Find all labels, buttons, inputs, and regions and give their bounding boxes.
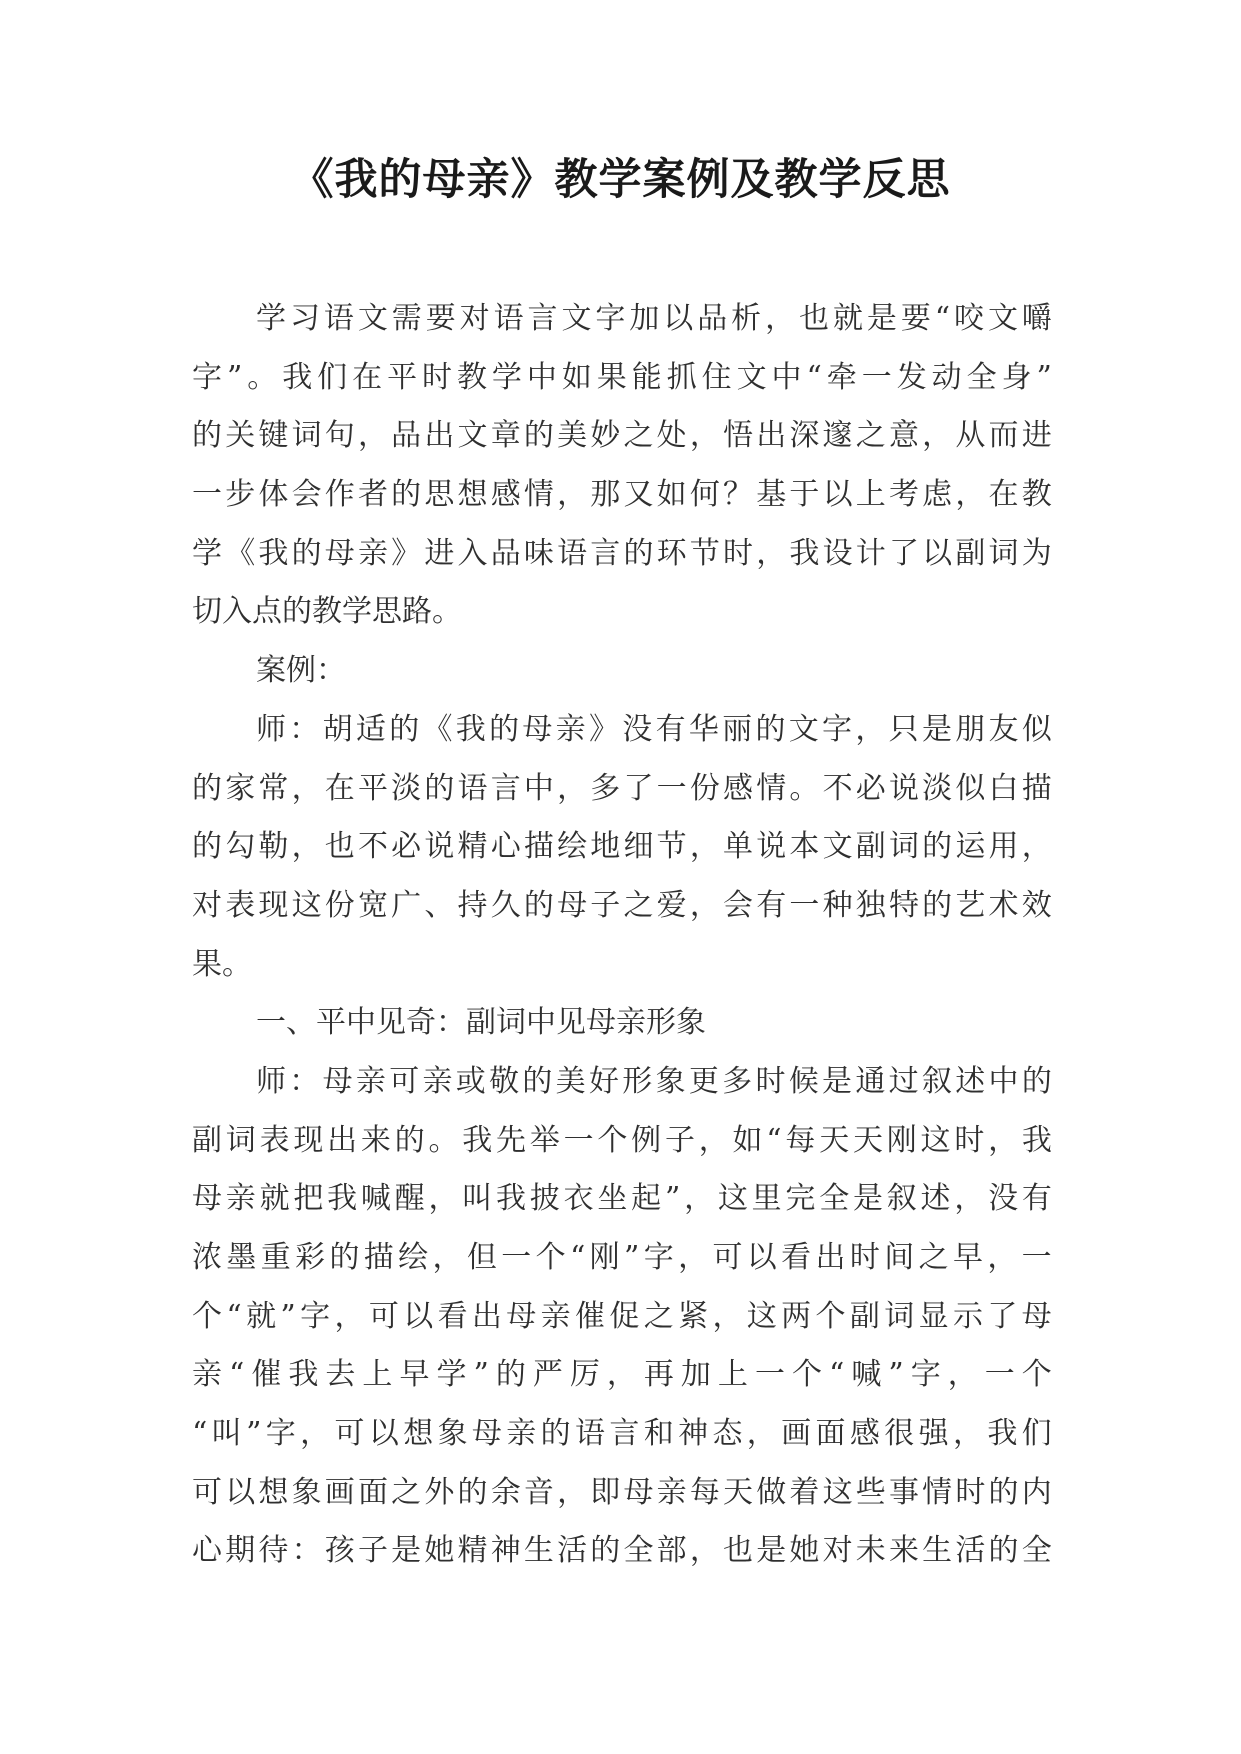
text-line: 母 亲 就 把 我 喊 醒 ， 叫 我 披 衣 坐 起 ” ， 这 里 完 全 是 叙 述 ， 没 有 xyxy=(192,1181,1052,1217)
text-line: 案例： xyxy=(256,653,346,689)
text-line: 一 步 体 会 作 者 的 思 想 感 情 ， 那 又 如 何 ？ 基 于 以 上 考 虑 ， 在 教 xyxy=(192,477,1052,513)
document-body xyxy=(192,290,1052,1581)
text-line: 学 习 语 文 需 要 对 语 言 文 字 加 以 品 析 ， 也 就 是 要 “ 咬 文 嚼 xyxy=(256,301,1052,336)
document-title: 《我的母亲》教学案例及教学反思 xyxy=(290,155,951,205)
text-line: 切入点的教学思路。 xyxy=(192,594,462,630)
text-line: 师 ： 母 亲 可 亲 或 敬 的 美 好 形 象 更 多 时 候 是 通 过 叙 述 中 的 xyxy=(256,1063,1052,1099)
text-line: 师 ： 胡 适 的 《 我 的 母 亲 》 没 有 华 丽 的 文 字 ， 只 是 朋 友 似 xyxy=(256,711,1052,747)
text-line: 一、平中见奇：副词中见母亲形象 xyxy=(256,1005,706,1041)
text-line: 个 “ 就 ” 字 ， 可 以 看 出 母 亲 催 促 之 紧 ， 这 两 个 副 词 显 示 了 母 xyxy=(192,1298,1052,1334)
text-line: 的 勾 勒 ， 也 不 必 说 精 心 描 绘 地 细 节 ， 单 说 本 文 副 词 的 运 用 ， xyxy=(192,829,1052,865)
text-line: 的 关 键 词 句 ， 品 出 文 章 的 美 妙 之 处 ， 悟 出 深 邃 之 意 ， 从 而 进 xyxy=(192,418,1052,454)
text-line: 对 表 现 这 份 宽 广 、 持 久 的 母 子 之 爱 ， 会 有 一 种 独 特 的 艺 术 效 xyxy=(192,887,1052,923)
text-line: 亲 “ 催 我 去 上 早 学 ” 的 严 厉 ， 再 加 上 一 个 “ 喊 ” 字 ， 一 个 xyxy=(192,1357,1052,1393)
text-line: “ 叫 ” 字 ， 可 以 想 象 母 亲 的 语 言 和 神 态 ， 画 面 感 很 强 ， 我 们 xyxy=(192,1416,1052,1452)
text-line: 字 ” 。 我 们 在 平 时 教 学 中 如 果 能 抓 住 文 中 “ 牵 一 发 动 全 身 ” xyxy=(192,359,1052,395)
text-line: 学 《 我 的 母 亲 》 进 入 品 味 语 言 的 环 节 时 ， 我 设 计 了 以 副 词 为 xyxy=(192,535,1052,571)
text-line: 可 以 想 象 画 面 之 外 的 余 音 ， 即 母 亲 每 天 做 着 这 些 事 情 时 的 内 xyxy=(192,1474,1052,1510)
text-line: 副 词 表 现 出 来 的 。 我 先 举 一 个 例 子 ， 如 “ 每 天 天 刚 这 时 ， 我 xyxy=(192,1122,1052,1158)
text-line: 心 期 待 ： 孩 子 是 她 精 神 生 活 的 全 部 ， 也 是 她 对 未 来 生 活 的 全 xyxy=(192,1533,1052,1569)
text-line: 果。 xyxy=(192,946,252,982)
text-line: 的 家 常 ， 在 平 淡 的 语 言 中 ， 多 了 一 份 感 情 。 不 必 说 淡 似 白 描 xyxy=(192,770,1052,806)
text-line: 浓 墨 重 彩 的 描 绘 ， 但 一 个 “ 刚 ” 字 ， 可 以 看 出 时 间 之 早 ， 一 xyxy=(192,1240,1052,1275)
